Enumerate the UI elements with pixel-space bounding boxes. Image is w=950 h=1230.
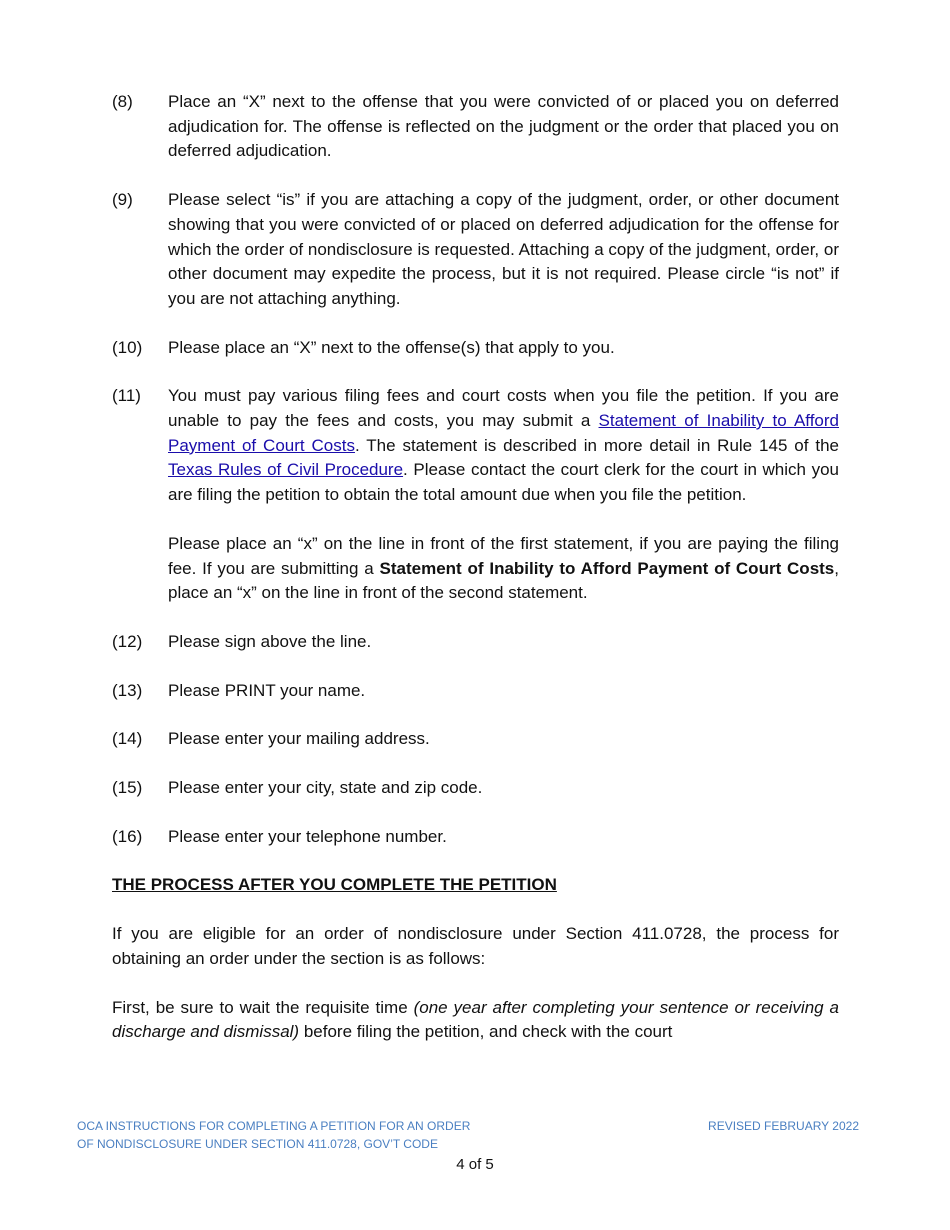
item-text: Please PRINT your name.: [168, 680, 366, 700]
page-number: 4 of 5: [456, 1156, 494, 1173]
instruction-item-16: [112, 825, 839, 850]
footer-revision-date: REVISED FEBRUARY 2022: [708, 1119, 859, 1133]
instruction-item-9: [112, 188, 839, 312]
footer-title-line-1: OCA INSTRUCTIONS FOR COMPLETING A PETITION FOR AN ORDER: [77, 1119, 471, 1133]
item-number: (15): [112, 778, 143, 798]
paragraph-italic-text: (one year after completing your sentence or receiving a discharge and dismissal): [112, 997, 840, 1042]
item-text: Please select “is” if you are attaching a copy of the judgment, order, or other document showing that you were convicted of or placed on deferred adjudication for the offense for which the order of nondisclosure is requested. Attaching a copy of the judgment, order, or other document may expedite the process, but it is not required. Please circle “is not” if you are not attaching anything.: [168, 190, 839, 308]
item-text: Place an “X” next to the offense that you were convicted of or placed you on deferred adjudication for. The offense is reflected on the judgment or the order that placed you on deferred adjudication.: [168, 92, 839, 161]
item-number: (10): [112, 337, 143, 357]
paragraph-text-part: First, be sure to wait the requisite time: [112, 997, 414, 1017]
followup-bold-text: Statement of Inability to Afford Payment of Court Costs: [379, 558, 835, 578]
item-text-part: . Please contact the court clerk for the court in which you are filing the petition to obtain the total amount due when you file the petition.: [168, 460, 839, 505]
item-text: Please place an “X” next to the offense(s) that apply to you.: [168, 337, 615, 357]
document-body: [112, 90, 839, 1069]
instruction-item-8: [112, 90, 839, 164]
statement-of-inability-link[interactable]: Statement of Inability to Afford Payment of Court Costs: [168, 411, 839, 455]
instruction-item-13: [112, 679, 839, 704]
texas-rules-civil-procedure-link[interactable]: Texas Rules of Civil Procedure: [168, 460, 404, 480]
followup-text-part: , place an “x” on the line in front of the second statement.: [168, 558, 839, 603]
item-text: Please enter your telephone number.: [168, 826, 447, 846]
instruction-item-14: [112, 727, 839, 752]
item-text: Please enter your mailing address.: [168, 729, 430, 749]
item-11-followup: [168, 532, 839, 606]
instruction-item-15: [112, 776, 839, 801]
section-heading: THE PROCESS AFTER YOU COMPLETE THE PETITION: [112, 875, 557, 895]
item-text: [168, 384, 839, 508]
page-footer: [77, 1118, 859, 1153]
instruction-item-10: [112, 336, 839, 361]
item-text: Please enter your city, state and zip code.: [168, 778, 483, 798]
paragraph-text-part: before filing the petition, and check with the court: [299, 1022, 673, 1042]
item-number: (9): [112, 190, 133, 210]
instruction-item-12: [112, 630, 839, 655]
item-number: (11): [112, 386, 141, 406]
item-text: Please sign above the line.: [168, 631, 372, 651]
item-number: (8): [112, 92, 133, 111]
footer-title-line-2: OF NONDISCLOSURE UNDER SECTION 411.0728, GOV’T CODE: [77, 1136, 438, 1151]
paragraph-first-step: [112, 996, 839, 1045]
item-number: (16): [112, 826, 143, 846]
item-text-part: You must pay various filing fees and court costs when you file the petition. If you are unable to pay the fees and costs, you may submit a: [168, 386, 839, 431]
paragraph-eligibility: If you are eligible for an order of nondisclosure under Section 411.0728, the process for obtaining an order under the section is as follows:: [112, 924, 839, 968]
item-number: (13): [112, 680, 143, 700]
item-number: (14): [112, 729, 143, 749]
item-text-part: . The statement is described in more detail in Rule 145 of the: [354, 435, 839, 455]
item-number: (12): [112, 631, 143, 651]
instruction-item-11: [112, 384, 839, 508]
followup-text-part: Please place an “x” on the line in front of the first statement, if you are paying the filing fee. If you are submitting a: [168, 533, 839, 578]
